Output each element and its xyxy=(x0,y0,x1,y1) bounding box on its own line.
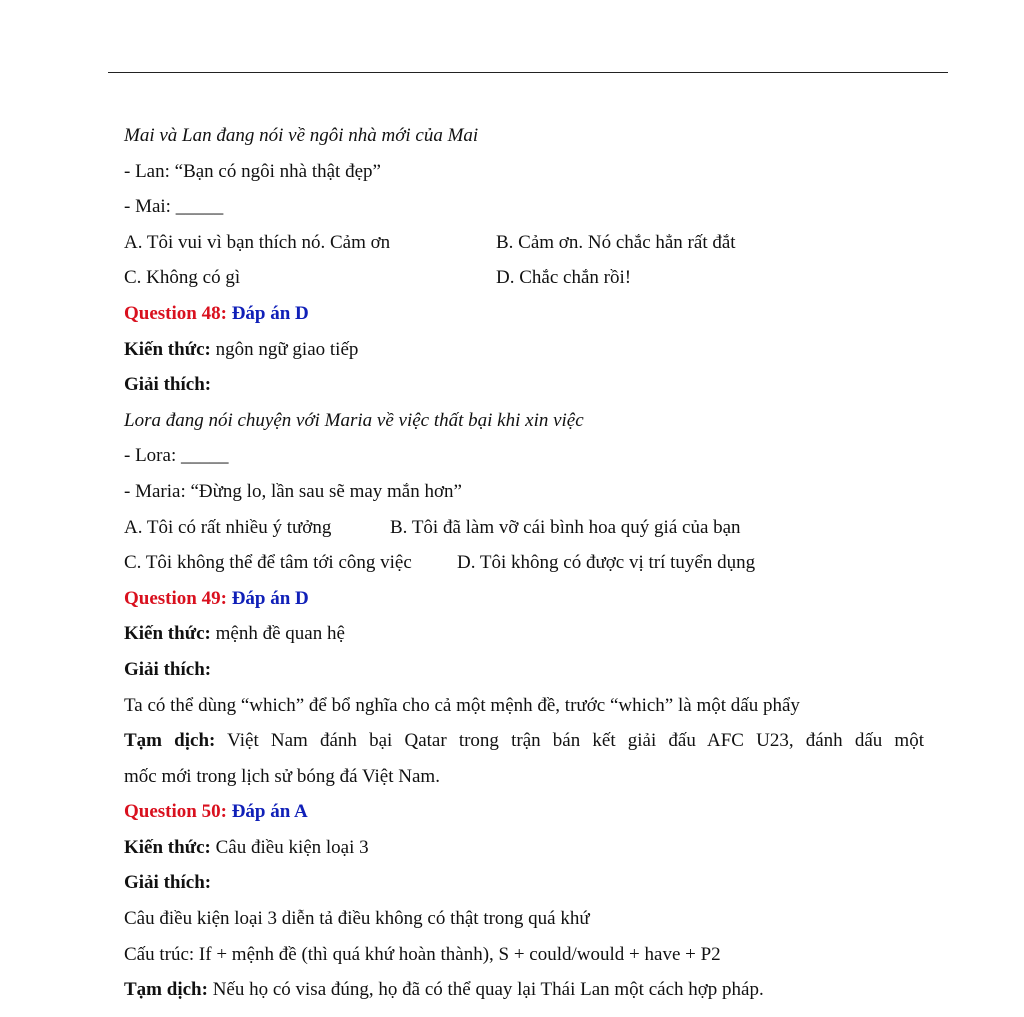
question-label: Question 50: xyxy=(124,801,227,823)
document-body xyxy=(124,118,924,1008)
translation-continuation: mốc mới trong lịch sử bóng đá Việt Nam. xyxy=(124,765,440,787)
option-d: D. Tôi không có được vị trí tuyển dụng xyxy=(457,552,756,574)
answer-label: Đáp án A xyxy=(231,801,308,823)
dialogue-line: - Lan: “Bạn có ngôi nhà thật đẹp” xyxy=(124,160,381,182)
explain-label: Giải thích: xyxy=(124,374,212,396)
structure-text: Cấu trúc: If + mệnh đề (thì quá khứ hoàn thành), S + could/would + have + P2 xyxy=(124,943,721,965)
dialogue-line: - Lora: _____ xyxy=(124,445,229,467)
question-label: Question 48: xyxy=(124,302,227,324)
explain-text: Ta có thể dùng “which” để bổ nghĩa cho cả một mệnh đề, trước “which” là một dấu phẩy xyxy=(124,694,800,716)
translation-label: Tạm dịch: xyxy=(124,979,208,1001)
option-b: B. Cảm ơn. Nó chắc hẳn rất đắt xyxy=(496,231,736,253)
dialogue-line: - Maria: “Đừng lo, lần sau sẽ may mắn hơn” xyxy=(124,480,462,502)
translation-text: Việt Nam đánh bại Qatar trong trận bán kết giải đấu AFC U23, đánh dấu một xyxy=(215,730,924,752)
question-heading-50 xyxy=(124,794,924,830)
option-a: A. Tôi vui vì bạn thích nó. Cảm ơn xyxy=(124,231,391,253)
dialogue-line: - Mai: _____ xyxy=(124,196,224,218)
option-b: B. Tôi đã làm vỡ cái bình hoa quý giá của bạn xyxy=(390,516,741,538)
answer-label: Đáp án D xyxy=(231,302,309,324)
knowledge-line xyxy=(124,616,924,652)
option-d: D. Chắc chắn rồi! xyxy=(496,267,632,289)
knowledge-label: Kiến thức: xyxy=(124,338,211,360)
translation-line xyxy=(124,723,924,759)
knowledge-text: mệnh đề quan hệ xyxy=(210,623,345,645)
question-heading-49 xyxy=(124,581,924,617)
option-a: A. Tôi có rất nhiều ý tưởng xyxy=(124,516,332,538)
dialogue-intro: Lora đang nói chuyện với Maria về việc thất bại khi xin việc xyxy=(124,409,584,431)
translation-text: Nếu họ có visa đúng, họ đã có thể quay lại Thái Lan một cách hợp pháp. xyxy=(207,979,764,1001)
dialogue-intro: Mai và Lan đang nói về ngôi nhà mới của Mai xyxy=(124,125,479,146)
translation-label: Tạm dịch: xyxy=(124,730,216,752)
knowledge-line xyxy=(124,830,924,866)
options-row xyxy=(124,260,924,296)
question-label: Question 49: xyxy=(124,587,227,609)
explain-text: Câu điều kiện loại 3 diễn tả điều không có thật trong quá khứ xyxy=(124,908,590,930)
option-c: C. Tôi không thể để tâm tới công việc xyxy=(124,552,412,574)
question-heading-48 xyxy=(124,296,924,332)
explain-label: Giải thích: xyxy=(124,872,212,894)
explain-label: Giải thích: xyxy=(124,658,212,680)
answer-label: Đáp án D xyxy=(231,587,309,609)
options-row xyxy=(124,510,924,546)
option-c: C. Không có gì xyxy=(124,267,241,289)
header-rule xyxy=(108,72,948,73)
knowledge-text: ngôn ngữ giao tiếp xyxy=(210,338,359,360)
knowledge-label: Kiến thức: xyxy=(124,623,211,645)
options-row xyxy=(124,545,924,581)
options-row xyxy=(124,225,924,261)
knowledge-label: Kiến thức: xyxy=(124,836,211,858)
translation-line xyxy=(124,972,924,1008)
knowledge-line xyxy=(124,332,924,368)
knowledge-text: Câu điều kiện loại 3 xyxy=(210,836,369,858)
